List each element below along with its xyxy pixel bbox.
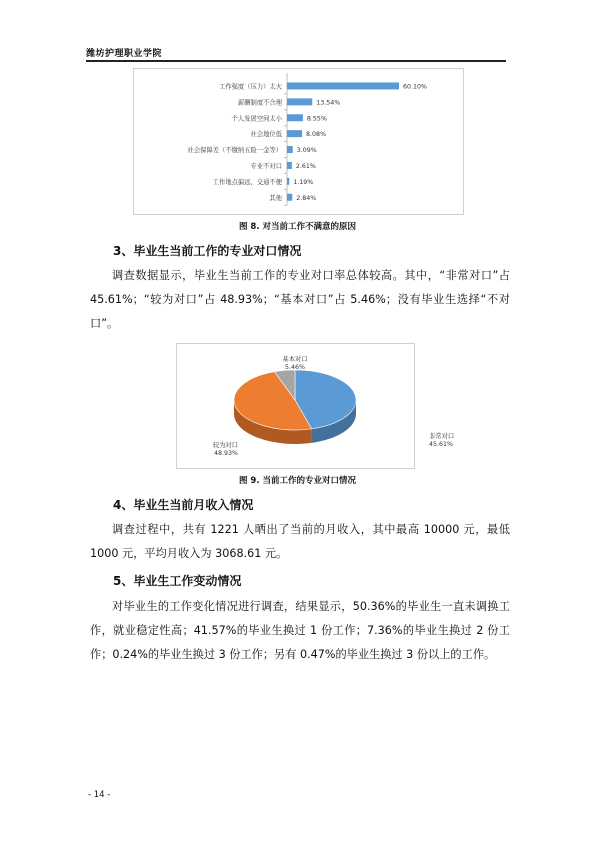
bar-category-label: 工作强度（压力）太大 — [219, 83, 282, 91]
bar-category-label: 薪酬制度不合理 — [237, 99, 282, 107]
bar-chart-svg — [134, 69, 463, 214]
bar-category-label: 个人发展空间太小 — [231, 115, 282, 123]
section-5-body — [90, 595, 510, 667]
dissatisfaction-bar-chart — [133, 68, 464, 215]
bar-value-label: 13.54% — [316, 99, 341, 107]
figure-9-caption: 图 9. 当前工作的专业对口情况 — [238, 476, 357, 486]
pie-chart-svg — [177, 344, 455, 468]
pie-value-label: 5.46% — [284, 364, 306, 371]
section-4-heading: 4、毕业生当前月收入情况 — [113, 498, 254, 512]
major-match-pie-chart — [176, 343, 455, 469]
section-3-paragraph: 调查数据显示，毕业生当前工作的专业对口率总体较高。其中，“非常对口”占 45.61%；“较为对口”占 48.93%；“基本对口”占 5.46%；没有毕业生选择“不对口”。 — [90, 269, 510, 330]
section-5-heading: 5、毕业生工作变动情况 — [113, 574, 242, 588]
bar-category-label: 工作地点偏远，交通不便 — [212, 178, 282, 186]
page-header-title: 潍坊护理职业学院 — [86, 49, 163, 59]
figure-8-caption: 图 8. 对当前工作不满意的原因 — [238, 222, 357, 232]
section-3-body — [90, 264, 510, 336]
section-5-paragraph: 对毕业生的工作变化情况进行调查，结果显示，50.36%的毕业生一直未调换工作，就业稳定性高；41.57%的毕业生换过 1 份工作；7.36%的毕业生换过 2 份工作；0.24%的毕业生换过 3 份工作；另有 0.47%的毕业生换过 3 份以上的工作。 — [90, 600, 510, 661]
pie-value-label: 48.93% — [213, 450, 238, 457]
pie-category-label: 基本对口 — [282, 356, 308, 363]
bar — [287, 98, 312, 105]
bar — [287, 114, 303, 121]
page-number: - 14 - — [88, 790, 111, 800]
bar-value-label: 1.19% — [293, 178, 314, 186]
pie-value-label: 45.61% — [429, 441, 454, 448]
bar-category-label: 社会保障差（不缴纳五险一金等） — [187, 147, 282, 155]
bar — [287, 194, 292, 201]
bar — [287, 82, 399, 89]
bar-value-label: 2.84% — [296, 194, 317, 202]
bar-value-label: 2.61% — [295, 162, 316, 170]
bar-value-label: 60.10% — [403, 83, 428, 91]
pie-category-label: 较为对口 — [212, 442, 238, 449]
section-4-paragraph: 调查过程中，共有 1221 人晒出了当前的月收入，其中最高 10000 元，最低 1000 元，平均月收入为 3068.61 元。 — [90, 523, 510, 560]
bar-category-label: 其他 — [269, 194, 282, 202]
bar — [287, 130, 302, 137]
bar-value-label: 3.09% — [296, 147, 317, 155]
bar-value-label: 8.55% — [306, 115, 327, 123]
bar — [287, 146, 293, 153]
section-4-body — [90, 518, 510, 566]
bar — [287, 162, 292, 169]
bar-category-label: 社会地位低 — [250, 131, 282, 139]
section-3-heading: 3、毕业生当前工作的专业对口情况 — [113, 244, 302, 258]
pie-category-label: 非常对口 — [429, 433, 455, 440]
bar-value-label: 8.08% — [306, 131, 327, 139]
bar-category-label: 专业不对口 — [250, 162, 282, 170]
bar — [287, 178, 289, 185]
header-rule — [86, 60, 506, 62]
